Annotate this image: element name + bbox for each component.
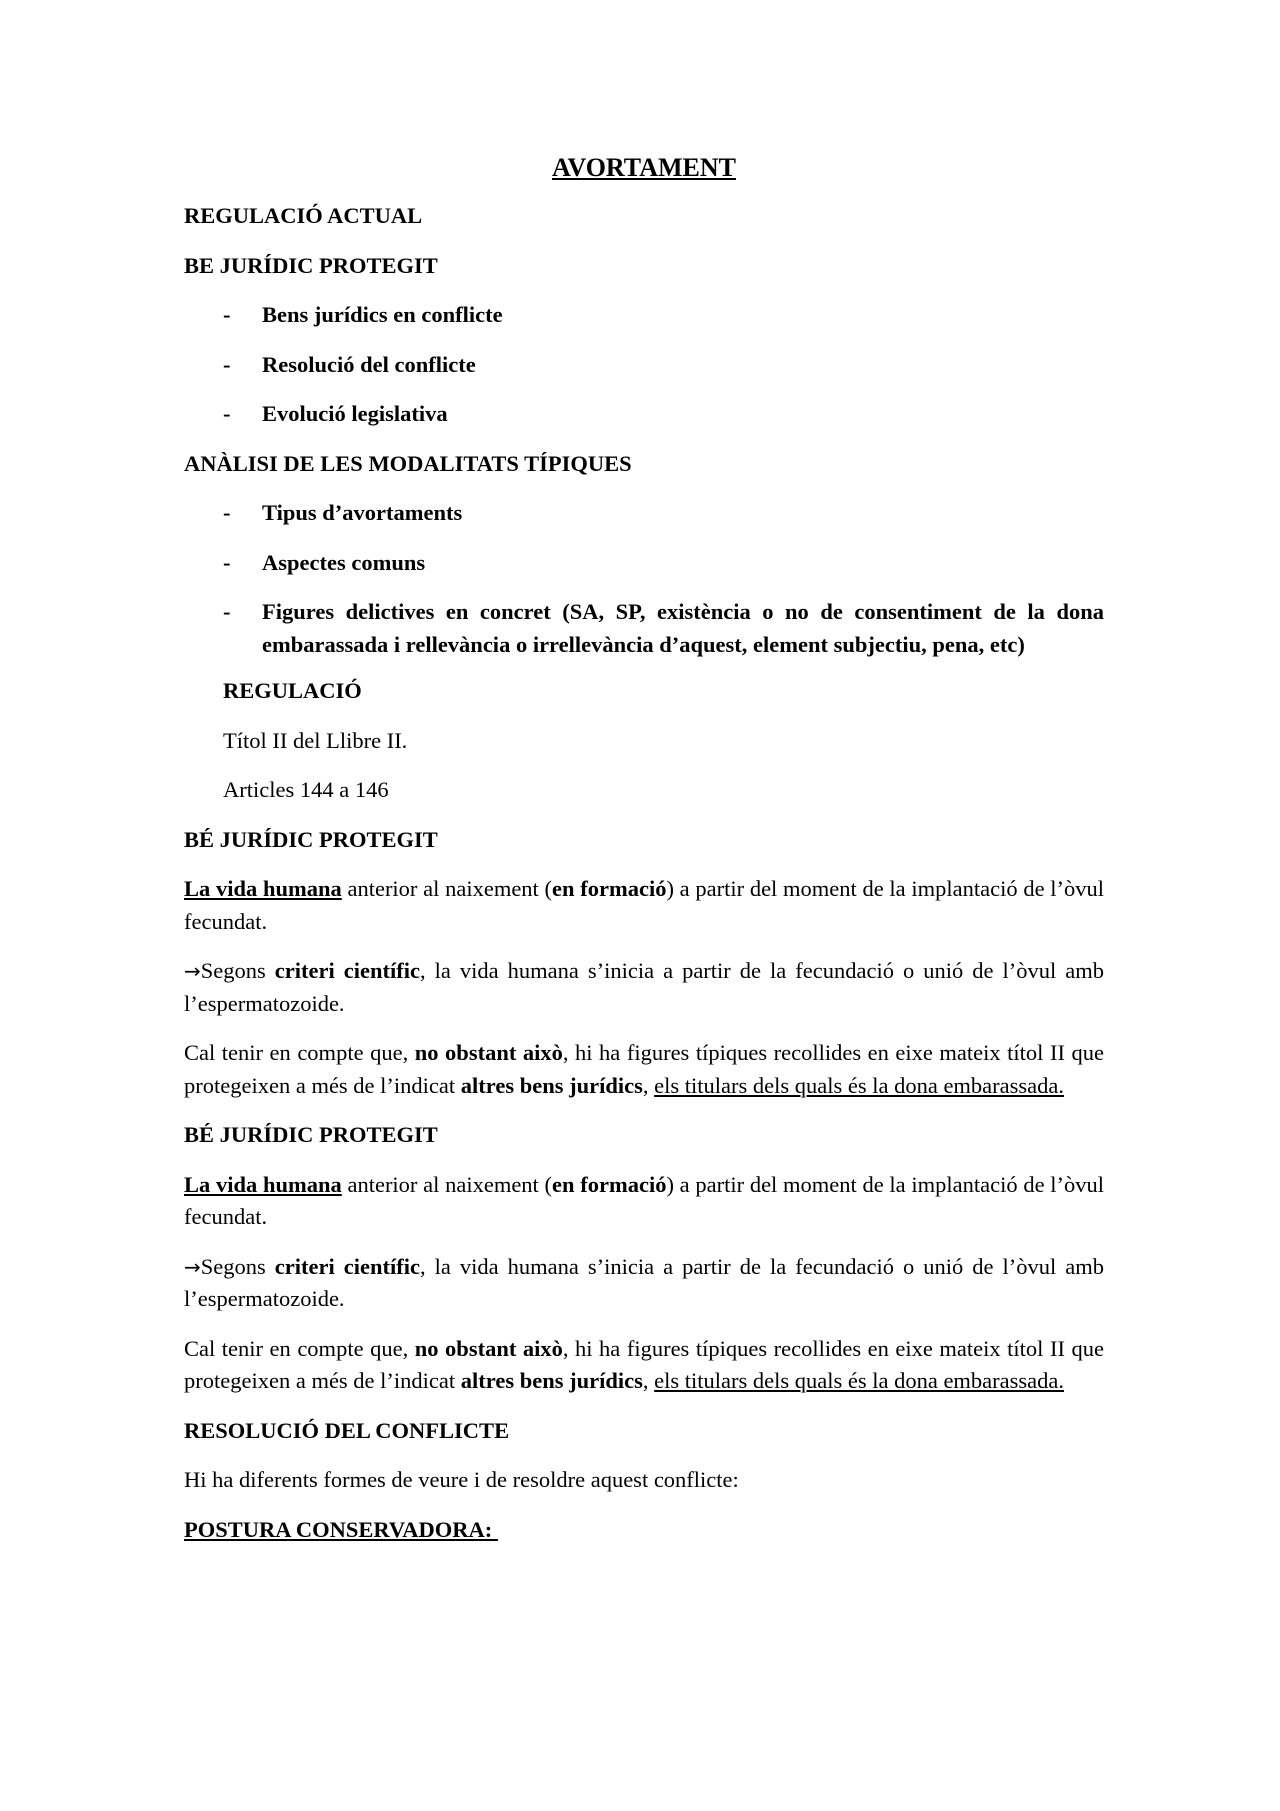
text-span: , [642, 1072, 655, 1098]
text-no-obstant: no obstant això [414, 1040, 563, 1065]
text-span: Cal tenir en compte que, [184, 1335, 415, 1361]
paragraph-articles: Articles 144 a 146 [223, 777, 389, 802]
text-span: , la vida humana s’inicia a partir de la fecundació o unió de l’òvul amb l’espermatozoide. [184, 1253, 1105, 1311]
text-titulars: els titulars dels quals és la dona embarassada. [654, 1072, 1065, 1098]
list-item-text: Evolució legislativa [262, 401, 448, 426]
heading-postura-conservadora: POSTURA CONSERVADORA: [184, 1516, 498, 1542]
text-span: ) a partir del moment de la implantació de l’òvul fecundat. [184, 1171, 1105, 1229]
text-altres-bens: altres bens jurídics [460, 1072, 643, 1098]
paragraph-formes: Hi ha diferents formes de veure i de resoldre aquest conflicte: [184, 1467, 739, 1492]
text-no-obstant: no obstant això [414, 1335, 563, 1361]
heading-analisi: ANÀLISI DE LES MODALITATS TÍPIQUES [184, 450, 632, 476]
text-span: , hi ha figures típiques recollides en eixe mateix títol II que protegeixen a més de l’indicat [184, 1040, 1104, 1098]
text-altres-bens: altres bens jurídics [460, 1368, 643, 1393]
list-item-text: Figures delictives en concret (SA, SP, existència o no de consentiment de la dona embarassada i rellevància o irrellevància d’aquest, element subjectiu, pena, etc) [262, 599, 1104, 657]
text-criteri-cientific: criteri científic [274, 1253, 420, 1279]
paragraph-vida-humana [184, 873, 1104, 938]
text-span: anterior al naixement ( [341, 876, 553, 901]
heading-regulacio: REGULACIÓ [223, 678, 362, 703]
paragraph-vida-humana [184, 1169, 1104, 1234]
list-dash: - [223, 351, 231, 377]
heading-be-juridic-protegit-2: BÉ JURÍDIC PROTEGIT [184, 826, 438, 852]
paragraph-criteri [184, 955, 1104, 1020]
list-item-text: Tipus d’avortaments [262, 500, 463, 525]
paragraph-titol: Títol II del Llibre II. [223, 727, 408, 753]
text-span: , hi ha figures típiques recollides en eixe mateix títol II que protegeixen a més de l’indicat [184, 1335, 1104, 1393]
list-item [223, 497, 1104, 530]
text-span: ) a partir del moment de la implantació de l’òvul fecundat. [184, 876, 1105, 934]
text-span: Segons [200, 958, 275, 983]
text-span: , [642, 1368, 655, 1393]
list-dash: - [223, 401, 231, 426]
list-item-text: Bens jurídics en conflicte [262, 302, 503, 327]
arrow-right-icon: → [184, 959, 201, 983]
list-dash: - [223, 549, 231, 575]
text-span: anterior al naixement ( [341, 1171, 553, 1197]
text-span: Cal tenir en compte que, [184, 1040, 415, 1065]
heading-regulacio-actual: REGULACIÓ ACTUAL [184, 203, 423, 228]
list-item-text: Aspectes comuns [262, 549, 426, 575]
list-item [223, 596, 1104, 661]
list-item [223, 547, 1104, 580]
text-criteri-cientific: criteri científic [274, 958, 420, 983]
list-dash: - [223, 599, 231, 624]
heading-resolucio-conflicte: RESOLUCIÓ DEL CONFLICTE [184, 1417, 510, 1443]
text-span: , la vida humana s’inicia a partir de la fecundació o unió de l’òvul amb l’espermatozoide. [184, 958, 1105, 1016]
text-vida-humana: La vida humana [184, 1171, 342, 1197]
list-dash: - [223, 500, 231, 525]
list-item-text: Resolució del conflicte [262, 351, 476, 377]
list-item [223, 398, 1104, 431]
heading-be-juridic-protegit-3: BÉ JURÍDIC PROTEGIT [184, 1122, 438, 1147]
text-span: Segons [200, 1253, 275, 1279]
text-titulars: els titulars dels quals és la dona embarassada. [654, 1368, 1065, 1393]
paragraph-cal-tenir [184, 1333, 1104, 1398]
heading-be-juridic-protegit: BE JURÍDIC PROTEGIT [184, 252, 438, 278]
text-vida-humana: La vida humana [184, 876, 342, 901]
list-dash: - [223, 302, 231, 327]
list-item [223, 349, 1104, 382]
paragraph-criteri [184, 1251, 1104, 1316]
text-en-formacio: en formació [552, 1171, 667, 1197]
text-en-formacio: en formació [552, 876, 667, 901]
paragraph-cal-tenir [184, 1037, 1104, 1102]
arrow-right-icon: → [184, 1254, 201, 1279]
document-title: AVORTAMENT [552, 153, 736, 182]
list-item [223, 299, 1104, 332]
